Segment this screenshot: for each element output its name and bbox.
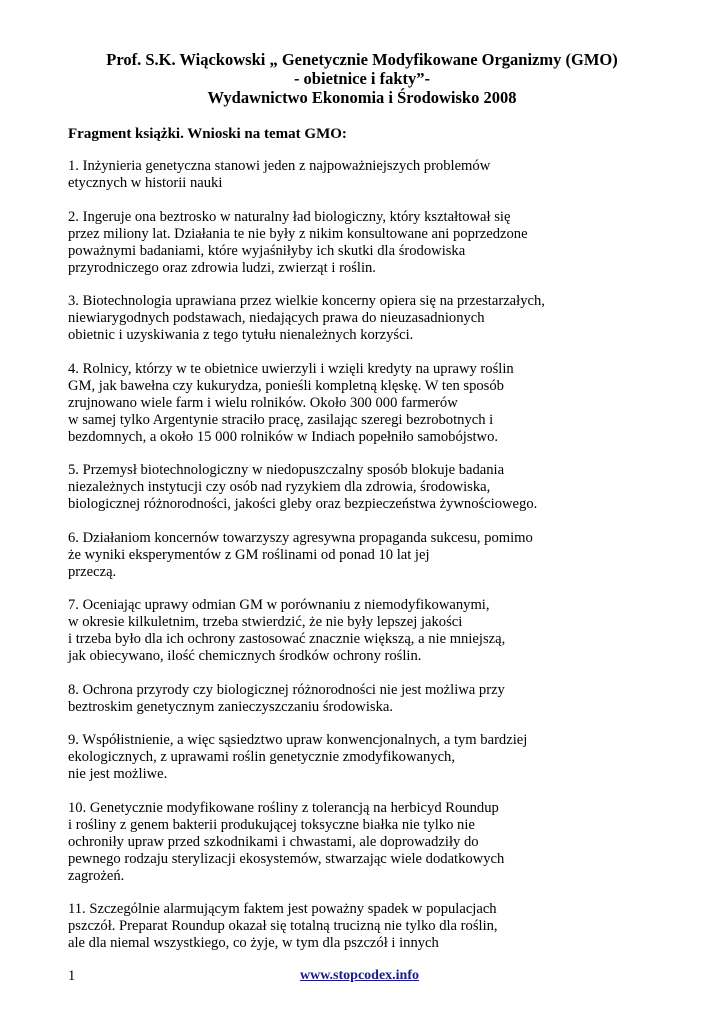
paragraph-line: 11. Szczególnie alarmującym faktem jest poważny spadek w populacjach — [68, 901, 497, 917]
paragraph-line: niewiarygodnych podstawach, niedających prawa do nieuzasadnionych — [68, 310, 485, 326]
paragraph-line: zagrożeń. — [68, 867, 125, 884]
paragraph-line: GM, jak bawełna czy kukurydza, ponieśli kompletną klęskę. W ten sposób — [68, 377, 504, 394]
footer-website-link[interactable]: www.stopcodex.info — [300, 968, 420, 983]
paragraph-line: 2. Ingeruje ona beztrosko w naturalny ład biologiczny, który kształtował się — [68, 208, 511, 225]
conclusion-paragraph — [68, 800, 668, 885]
conclusion-paragraph — [68, 293, 668, 344]
paragraph-line: 1. Inżynieria genetyczna stanowi jeden z najpoważniejszych problemów — [68, 158, 491, 174]
paragraph-line: bezdomnych, a około 15 000 rolników w Indiach popełniło samobójstwo. — [68, 428, 499, 445]
title-line-1: Prof. S.K. Wiąckowski „ Genetycznie Modyfikowane Organizmy (GMO) — [106, 50, 618, 69]
paragraph-line: 9. Współistnienie, a więc sąsiedztwo upraw konwencjonalnych, a tym bardziej — [68, 732, 528, 748]
paragraph-line: w samej tylko Argentynie straciło pracę, zasilając szeregi bezrobotnych i — [68, 411, 494, 428]
paragraph-line: 3. Biotechnologia uprawiana przez wielkie koncerny opiera się na przestarzałych, — [68, 293, 545, 309]
conclusion-paragraph — [68, 732, 668, 783]
paragraph-line: przez miliony lat. Działania te nie były z nikim konsultowane ani poprzedzone — [68, 225, 528, 242]
conclusion-paragraph — [68, 462, 668, 513]
paragraph-line: etycznych w historii nauki — [68, 175, 223, 191]
conclusion-paragraph — [68, 209, 668, 277]
paragraph-line: ekologicznych, z uprawami roślin genetycznie zmodyfikowanych, — [68, 749, 456, 765]
paragraph-line: przyrodniczego oraz zdrowia ludzi, zwierząt i roślin. — [68, 259, 376, 276]
paragraph-line: niezależnych instytucji czy osób nad ryzykiem dla zdrowia, środowiska, — [68, 479, 491, 495]
paragraph-line: 4. Rolnicy, którzy w te obietnice uwierzyli i wzięli kredyty na uprawy roślin — [68, 360, 514, 377]
conclusion-paragraph — [68, 530, 668, 581]
conclusion-paragraph — [68, 901, 668, 952]
paragraph-line: ochroniły upraw przed szkodnikami i chwastami, ale doprowadziły do — [68, 833, 479, 850]
paragraph-line: nie jest możliwe. — [68, 766, 168, 782]
paragraph-line: że wyniki eksperymentów z GM roślinami od ponad 10 lat jej — [68, 546, 430, 563]
conclusion-paragraph — [68, 361, 668, 446]
paragraph-line: 8. Ochrona przyrody czy biologicznej różnorodności nie jest możliwa przy — [68, 681, 505, 698]
paragraph-line: 6. Działaniom koncernów towarzyszy agresywna propaganda sukcesu, pomimo — [68, 529, 533, 546]
title-line-3: Wydawnictwo Ekonomia i Środowisko 2008 — [207, 88, 517, 107]
paragraph-line: i trzeba było dla ich ochrony zastosować znacznie większą, a nie mniejszą, — [68, 631, 506, 647]
paragraph-line: obietnic i uzyskiwania z tego tytułu nienależnych korzyści. — [68, 327, 414, 343]
title-line-2: - obietnice i fakty”- — [293, 69, 431, 88]
document-body — [68, 158, 668, 969]
paragraph-line: beztroskim genetycznym zanieczyszczaniu środowiska. — [68, 698, 393, 715]
conclusion-paragraph — [68, 158, 668, 192]
conclusion-paragraph — [68, 597, 668, 665]
conclusion-paragraph — [68, 682, 668, 716]
paragraph-line: zrujnowano wiele farm i wielu rolników. Około 300 000 farmerów — [68, 394, 458, 411]
paragraph-line: 5. Przemysł biotechnologiczny w niedopuszczalny sposób blokuje badania — [68, 462, 505, 478]
paragraph-line: poważnymi badaniami, które wyjaśniłyby ich skutki dla środowiska — [68, 242, 466, 259]
page-number: 1 — [68, 968, 76, 984]
paragraph-line: 7. Oceniając uprawy odmian GM w porównaniu z niemodyfikowanymi, — [68, 597, 490, 613]
paragraph-line: przeczą. — [68, 563, 117, 580]
paragraph-line: jak obiecywano, ilość chemicznych środków ochrony roślin. — [68, 648, 422, 664]
paragraph-line: pszczół. Preparat Roundup okazał się totalną trucizną nie tylko dla roślin, — [68, 918, 498, 934]
paragraph-line: w okresie kilkuletnim, trzeba stwierdzić, że nie były lepszej jakości — [68, 614, 463, 630]
paragraph-line: pewnego rodzaju sterylizacji ekosystemów, stwarzając wiele dodatkowych — [68, 850, 505, 867]
paragraph-line: i rośliny z genem bakterii produkującej toksyczne białka nie tylko nie — [68, 816, 475, 833]
document-title — [40, 50, 684, 107]
paragraph-line: 10. Genetycznie modyfikowane rośliny z tolerancją na herbicyd Roundup — [68, 799, 499, 816]
paragraph-line: ale dla niemal wszystkiego, co żyje, w tym dla pszczół i innych — [68, 935, 439, 951]
fragment-heading: Fragment książki. Wnioski na temat GMO: — [68, 126, 347, 142]
paragraph-line: biologicznej różnorodności, jakości gleby oraz bezpieczeństwa żywnościowego. — [68, 496, 538, 512]
